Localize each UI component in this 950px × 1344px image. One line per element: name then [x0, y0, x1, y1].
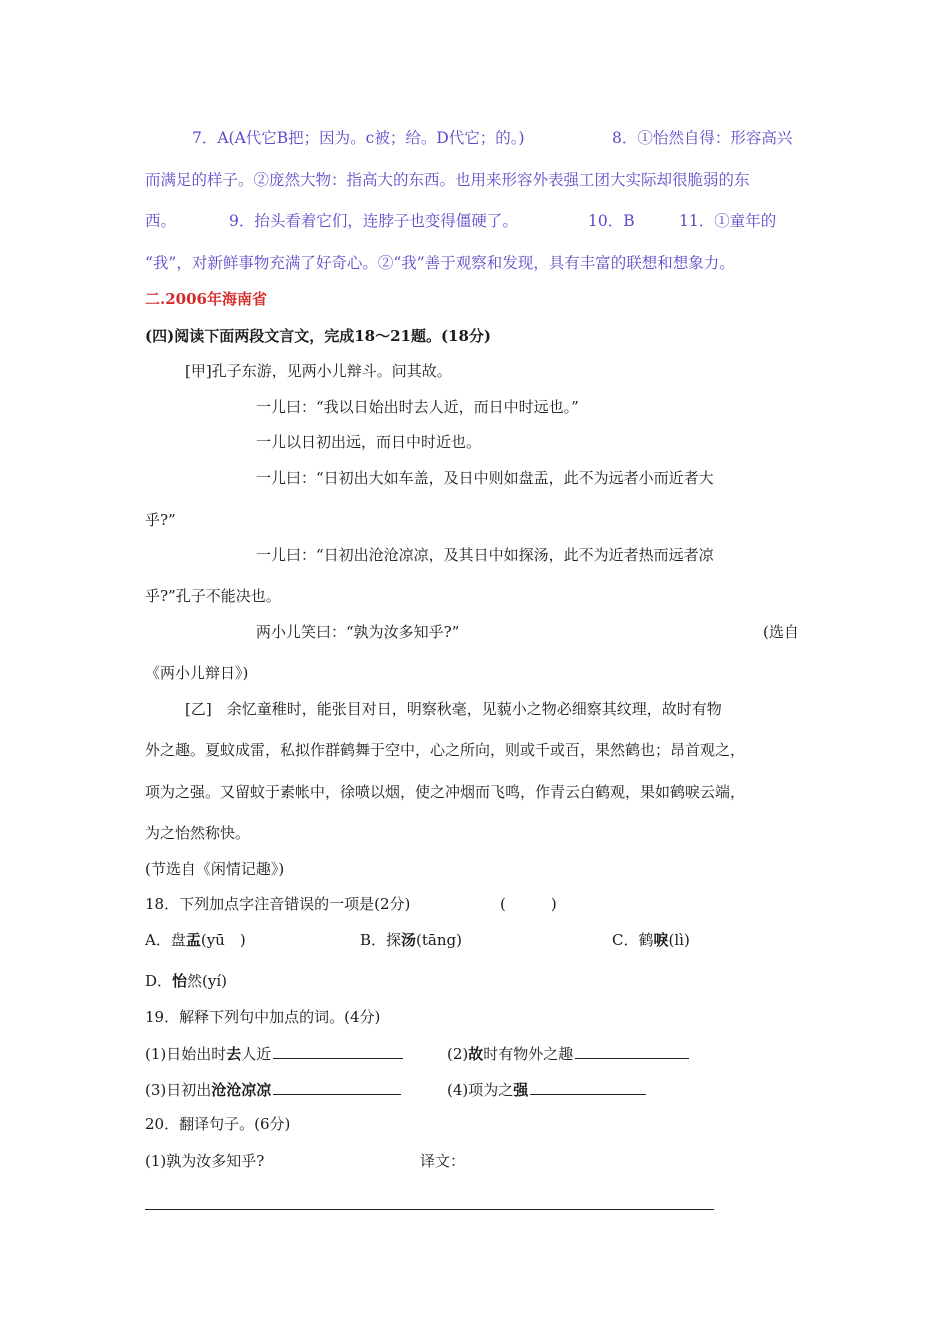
q19-item-3-blank[interactable] — [273, 1079, 401, 1095]
q19-item-4-blank[interactable] — [530, 1079, 646, 1095]
q18-option-a-prefix: A．盘 — [145, 931, 186, 949]
q18-option-c — [612, 930, 690, 950]
q19-item-1-suffix: 人近 — [241, 1045, 272, 1063]
q18-option-b-key: 汤 — [401, 931, 417, 949]
passage-yi-source: (节选自《闲情记趣》) — [145, 860, 285, 878]
passage-jia-line-7: 乎?”孔子不能决也。 — [145, 587, 281, 605]
q19-item-1 — [145, 1043, 403, 1064]
section-title: 二.2006年海南省 — [145, 290, 267, 308]
q18-option-d-key: 怡 — [172, 972, 188, 990]
q18-option-b-pinyin: (tāng) — [416, 931, 462, 949]
passage-jia-line-5: 乎?” — [145, 511, 176, 529]
answer-7: 7．A(A代它B把；因为。c被；给。D代它；的。) — [192, 129, 525, 147]
passage-jia-line-2: 一儿曰：“我以日始出时去人近，而日中时远也。” — [256, 398, 579, 416]
passage-yi-line-3: 项为之强。又留蚊于素帐中，徐喷以烟，使之冲烟而飞鸣，作青云白鹤观，果如鹤唳云端， — [145, 783, 746, 801]
passage-yi-line-2: 外之趣。夏蚊成雷，私拟作群鹤舞于空中，心之所向，则或千或百，果然鹤也；昂首观之， — [145, 741, 746, 759]
q20-item-1: (1)孰为汝多知乎? — [145, 1152, 265, 1170]
q20-translation-label: 译文： — [420, 1152, 466, 1170]
passage-jia-line-1: [甲]孔子东游，见两小儿辩斗。问其故。 — [185, 362, 452, 380]
passage-yi-line-1: [乙] 余忆童稚时，能张目对日，明察秋毫，见藐小之物必细察其纹理，故时有物 — [185, 700, 722, 718]
passage-jia-line-6: 一儿曰：“日初出沧沧凉凉，及其日中如探汤，此不为近者热而远者凉 — [256, 546, 714, 564]
q18-option-a-pinyin: (yū ) — [200, 931, 246, 949]
answer-10: 10．B — [588, 212, 635, 230]
passage-jia-line-4: 一儿曰：“日初出大如车盖，及日中则如盘盂，此不为远者小而近者大 — [256, 469, 714, 487]
q19-item-2-prefix: (2) — [447, 1045, 469, 1063]
answer-line-2: 而满足的样子。②庞然大物：指高大的东西。也用来形容外表强工团大实际却很脆弱的东 — [145, 171, 750, 189]
q18-option-d-prefix: D． — [145, 972, 173, 990]
passage-jia-source: 《两小儿辩日》) — [145, 664, 249, 682]
q19-stem: 19．解释下列句中加点的词。(4分) — [145, 1008, 381, 1026]
q19-item-1-prefix: (1)日始出时 — [145, 1045, 227, 1063]
q18-answer-paren: ( ) — [500, 895, 557, 913]
q19-item-2-blank[interactable] — [575, 1043, 689, 1059]
q19-item-3 — [145, 1079, 401, 1100]
q19-item-3-prefix: (3)日初出 — [145, 1081, 212, 1099]
q18-option-c-prefix: C．鹤 — [612, 931, 654, 949]
q18-stem: 18．下列加点字注音错误的一项是(2分) — [145, 895, 411, 913]
q19-item-2-suffix: 时有物外之趣 — [483, 1045, 574, 1063]
q18-option-b — [360, 930, 462, 950]
q18-option-a — [145, 930, 246, 950]
passage-yi-line-4: 为之怡然称快。 — [145, 824, 251, 842]
q20-stem: 20．翻译句子。(6分) — [145, 1115, 291, 1133]
q19-item-2-key: 故 — [468, 1045, 484, 1063]
answer-line-3-start: 西。 — [145, 212, 177, 230]
q19-item-4 — [447, 1079, 646, 1100]
q19-item-4-prefix: (4)项为之 — [447, 1081, 514, 1099]
q20-translation-line[interactable] — [145, 1209, 714, 1210]
answer-line-4: “我”，对新鲜事物充满了好奇心。②“我”善于观察和发现，具有丰富的联想和想象力。 — [145, 254, 735, 272]
q18-option-c-key: 唳 — [653, 931, 669, 949]
q19-item-2 — [447, 1043, 689, 1064]
q18-option-a-key: 盂 — [185, 931, 201, 949]
q18-option-d — [145, 971, 227, 991]
answer-11: 11．①童年的 — [679, 212, 777, 230]
q18-option-d-pinyin: 然(yí) — [187, 972, 228, 990]
passage-jia-line-8: 两小儿笑曰：“孰为汝多知乎?” — [256, 623, 460, 641]
answer-9: 9．抬头看着它们，连脖子也变得僵硬了。 — [229, 212, 518, 230]
q18-option-c-pinyin: (lì) — [668, 931, 690, 949]
question-header: (四)阅读下面两段文言文，完成18～21题。(18分) — [145, 327, 492, 345]
q19-item-1-blank[interactable] — [273, 1043, 403, 1059]
passage-jia-line-3: 一儿以日初出远，而日中时近也。 — [256, 433, 482, 451]
answer-8: 8．①怡然自得：形容高兴 — [612, 129, 793, 147]
q19-item-1-key: 去 — [226, 1045, 242, 1063]
q19-item-3-key: 沧沧凉凉 — [211, 1081, 272, 1099]
q18-option-b-prefix: B．探 — [360, 931, 402, 949]
q19-item-4-key: 强 — [513, 1081, 529, 1099]
passage-jia-source-prefix: (选自 — [763, 623, 799, 641]
